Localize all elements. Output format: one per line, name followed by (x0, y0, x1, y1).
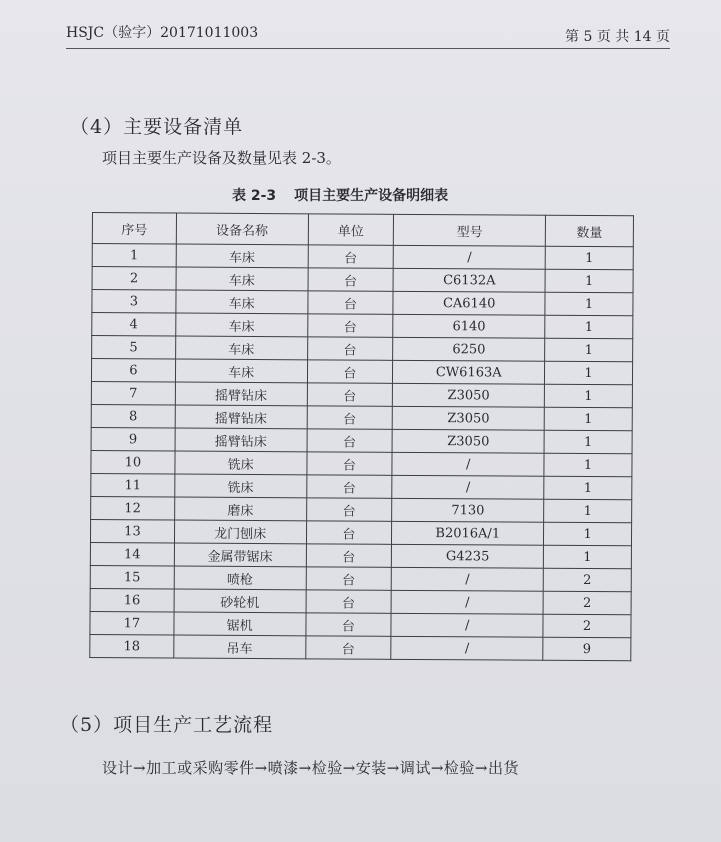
table-row (91, 473, 632, 499)
cell-index: 12 (91, 496, 175, 520)
cell-index: 16 (90, 588, 174, 612)
cell-index: 1 (92, 244, 176, 268)
cell-index: 4 (92, 313, 176, 337)
cell-equipment-name: 车床 (176, 290, 308, 314)
cell-equipment-name: 车床 (175, 336, 307, 360)
cell-unit: 台 (306, 498, 392, 522)
table-row (90, 611, 631, 637)
cell-quantity: 1 (544, 453, 632, 477)
table-row (90, 634, 631, 660)
cell-equipment-name: 龙门刨床 (174, 520, 306, 544)
process-flow: 设计→加工或采购零件→喷漆→检验→安装→调试→检验→出货 (102, 759, 519, 777)
page-number: 第 5 页 共 14 页 (565, 29, 670, 45)
table-body (90, 244, 634, 661)
table-caption (232, 185, 448, 205)
cell-index: 10 (91, 450, 175, 474)
cell-quantity: 1 (545, 361, 633, 385)
cell-index: 14 (90, 542, 174, 566)
cell-index: 6 (91, 359, 175, 383)
cell-model: G4235 (392, 544, 544, 568)
cell-quantity: 2 (543, 614, 631, 638)
cell-index: 17 (90, 611, 174, 635)
cell-equipment-name: 金属带锯床 (174, 543, 306, 567)
table-row (91, 359, 632, 385)
cell-quantity: 1 (544, 384, 632, 408)
cell-unit: 台 (306, 521, 392, 545)
cell-model: C6132A (393, 268, 545, 292)
cell-quantity: 1 (544, 407, 632, 431)
cell-quantity: 1 (544, 499, 632, 523)
table-row (91, 427, 632, 453)
column-header-equipment-name: 设备名称 (176, 213, 308, 245)
cell-unit: 台 (307, 314, 393, 338)
cell-quantity: 1 (544, 430, 632, 454)
cell-equipment-name: 铣床 (175, 474, 307, 498)
cell-model: / (392, 475, 544, 499)
cell-quantity: 1 (545, 338, 633, 362)
section-4-intro: 项目主要生产设备及数量见表 2-3。 (102, 149, 341, 167)
cell-index: 15 (90, 565, 174, 589)
cell-unit: 台 (306, 475, 392, 499)
cell-equipment-name: 车床 (175, 359, 307, 383)
cell-quantity: 2 (543, 591, 631, 615)
table-title: 项目主要生产设备明细表 (294, 188, 449, 204)
cell-equipment-name: 锯机 (174, 612, 306, 636)
cell-unit: 台 (308, 268, 394, 292)
cell-model: B2016A/1 (392, 521, 544, 545)
cell-unit: 台 (307, 383, 393, 407)
cell-unit: 台 (306, 452, 392, 476)
table-row (91, 404, 632, 430)
cell-quantity: 1 (543, 545, 631, 569)
cell-model: CW6163A (393, 360, 545, 384)
cell-model: / (392, 452, 544, 476)
cell-quantity: 1 (545, 315, 633, 339)
cell-unit: 台 (307, 337, 393, 361)
cell-quantity: 9 (543, 637, 631, 661)
table-number: 表 2-3 (232, 188, 277, 204)
section-5-title: （5）项目生产工艺流程 (60, 714, 274, 736)
cell-model: 6250 (393, 337, 545, 361)
equipment-table (89, 212, 634, 661)
column-header-index: 序号 (92, 213, 176, 245)
cell-unit: 台 (307, 406, 393, 430)
table-row (90, 542, 631, 568)
table-row (91, 496, 632, 522)
cell-equipment-name: 吊车 (174, 635, 306, 659)
cell-unit: 台 (308, 245, 394, 269)
table-row (92, 290, 633, 316)
cell-index: 2 (92, 267, 176, 291)
cell-index: 3 (92, 290, 176, 314)
cell-model: Z3050 (393, 383, 545, 407)
cell-equipment-name: 砂轮机 (174, 589, 306, 613)
table-row (90, 519, 631, 545)
cell-unit: 台 (307, 360, 393, 384)
cell-equipment-name: 摇臂钻床 (175, 405, 307, 429)
cell-unit: 台 (307, 429, 393, 453)
cell-index: 13 (90, 519, 174, 543)
cell-model: / (392, 567, 544, 591)
cell-unit: 台 (306, 590, 392, 614)
cell-index: 5 (92, 336, 176, 360)
cell-unit: 台 (306, 544, 392, 568)
table-row (92, 313, 633, 339)
document-id: HSJC（验字）20171011003 (66, 25, 259, 41)
cell-model: / (391, 636, 543, 660)
cell-quantity: 1 (545, 292, 633, 316)
cell-quantity: 1 (544, 476, 632, 500)
cell-equipment-name: 磨床 (174, 497, 306, 521)
cell-index: 18 (90, 634, 174, 658)
cell-model: / (394, 245, 546, 269)
cell-equipment-name: 车床 (176, 244, 308, 268)
cell-equipment-name: 车床 (176, 313, 308, 337)
cell-equipment-name: 摇臂钻床 (175, 382, 307, 406)
cell-model: Z3050 (393, 406, 545, 430)
cell-index: 8 (91, 404, 175, 428)
cell-equipment-name: 喷枪 (174, 566, 306, 590)
cell-index: 9 (91, 427, 175, 451)
table-row (91, 450, 632, 476)
cell-unit: 台 (307, 291, 393, 315)
cell-model: CA6140 (393, 291, 545, 315)
table-row (92, 336, 633, 362)
column-header-unit: 单位 (308, 214, 394, 246)
table-row (92, 244, 633, 270)
table-header-row (92, 213, 633, 247)
column-header-quantity: 数量 (545, 215, 633, 247)
cell-model: / (391, 590, 543, 614)
cell-quantity: 2 (543, 568, 631, 592)
cell-equipment-name: 车床 (176, 267, 308, 291)
cell-equipment-name: 铣床 (175, 451, 307, 475)
cell-quantity: 1 (544, 522, 632, 546)
column-header-model: 型号 (394, 214, 546, 246)
cell-model: / (391, 613, 543, 637)
table-row (92, 267, 633, 293)
cell-index: 7 (91, 381, 175, 405)
table-row (91, 381, 632, 407)
cell-unit: 台 (305, 613, 391, 637)
cell-unit: 台 (306, 567, 392, 591)
cell-equipment-name: 摇臂钻床 (175, 428, 307, 452)
page-header (66, 22, 670, 49)
cell-unit: 台 (305, 636, 391, 660)
cell-index: 11 (91, 473, 175, 497)
section-4-title: （4）主要设备清单 (70, 116, 244, 138)
cell-model: 7130 (392, 498, 544, 522)
table-row (90, 588, 631, 614)
cell-quantity: 1 (545, 246, 633, 270)
cell-model: 6140 (393, 314, 545, 338)
table-row (90, 565, 631, 591)
cell-model: Z3050 (392, 429, 544, 453)
cell-quantity: 1 (545, 269, 633, 293)
